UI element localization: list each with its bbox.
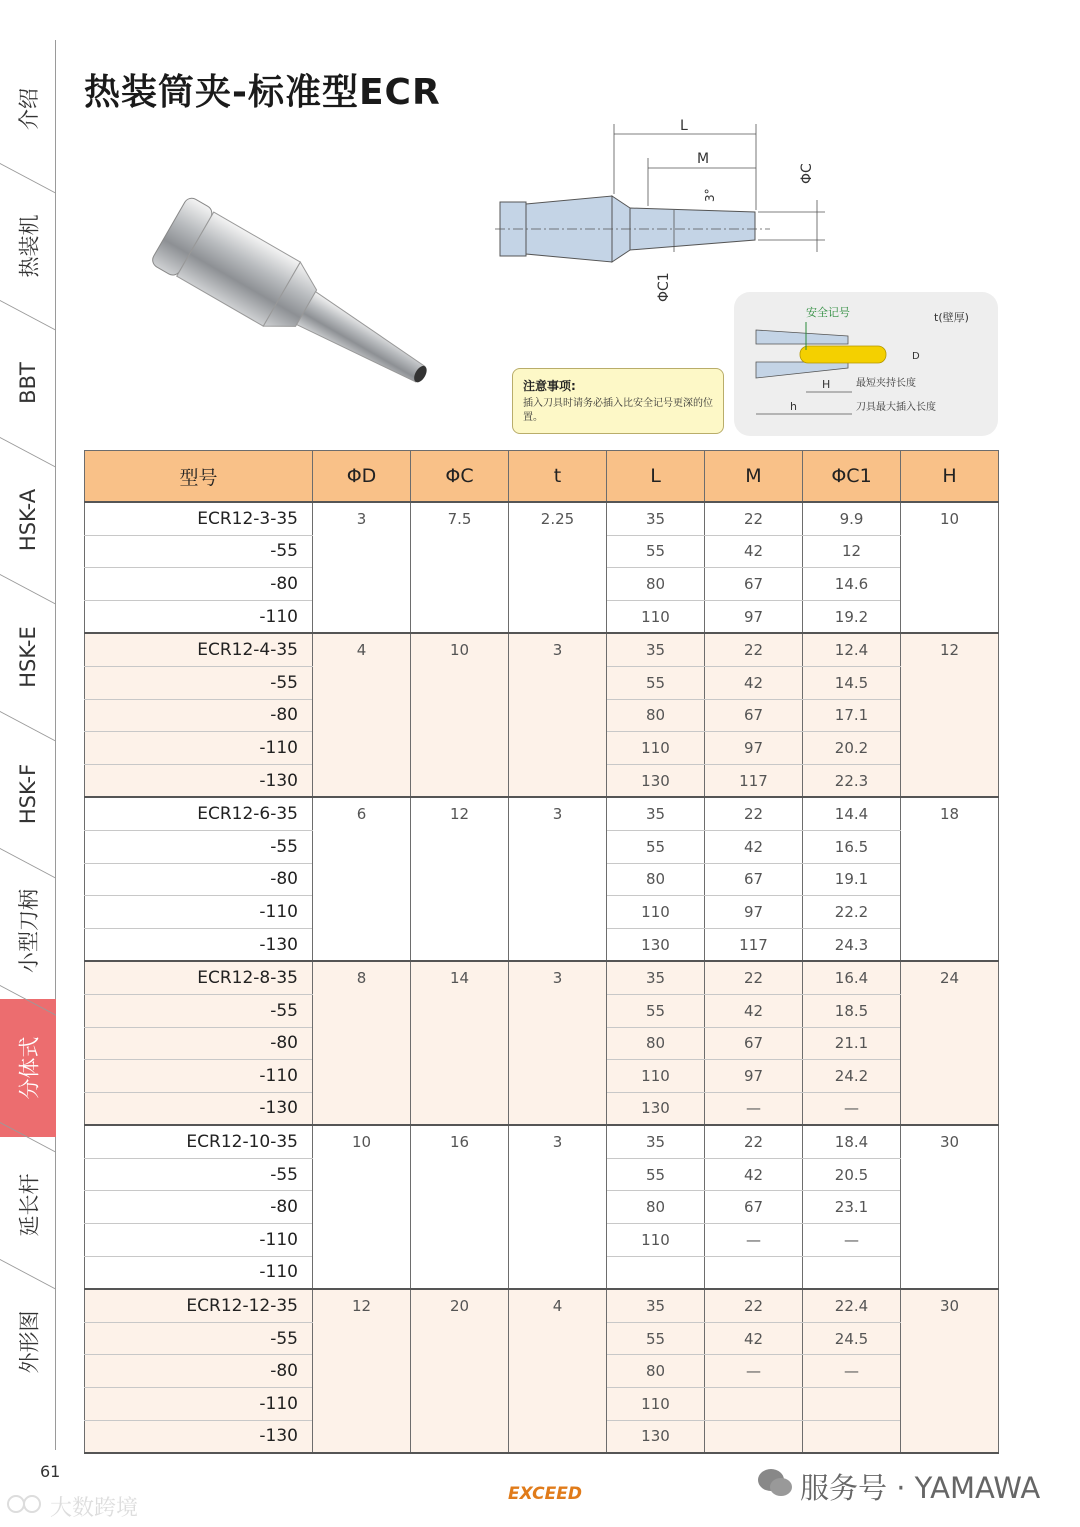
sidebar-tab-label: 小型刀柄: [17, 889, 41, 973]
col-header: ΦD: [313, 451, 411, 503]
sidebar-tab[interactable]: [0, 725, 56, 863]
cell-M: 67: [705, 568, 803, 601]
cell-C1: —: [803, 1092, 901, 1125]
cell-D: 8: [313, 961, 411, 1125]
cell-M: 67: [705, 1027, 803, 1060]
dim-angle: 3°: [703, 188, 717, 202]
watermark-logo-icon: [6, 1492, 46, 1516]
cell-t: 3: [509, 633, 607, 797]
col-header: H: [901, 451, 999, 503]
cell-M: 117: [705, 764, 803, 797]
cell-t: 3: [509, 797, 607, 961]
cell-M: —: [705, 1355, 803, 1388]
cell-C1: 9.9: [803, 502, 901, 535]
cell-model: ECR12-12-35: [85, 1289, 313, 1322]
col-header: M: [705, 451, 803, 503]
sidebar-tab-label: HSK-E: [16, 626, 41, 688]
cell-C1: 21.1: [803, 1027, 901, 1060]
cell-model: -55: [85, 1322, 313, 1355]
cell-C1: 16.5: [803, 830, 901, 863]
cell-L: 35: [607, 633, 705, 666]
cell-L: 80: [607, 1355, 705, 1388]
cell-model: -55: [85, 830, 313, 863]
cell-C: 16: [411, 1125, 509, 1289]
cell-H: 24: [901, 961, 999, 1125]
cell-model: ECR12-4-35: [85, 633, 313, 666]
cell-L: 110: [607, 1388, 705, 1421]
sidebar-tab-label: HSK-A: [16, 488, 41, 552]
cell-M: 117: [705, 928, 803, 961]
cell-model: -110: [85, 1388, 313, 1421]
cell-M: 42: [705, 1322, 803, 1355]
table-group: [85, 633, 999, 797]
table-row: [85, 797, 999, 830]
cell-M: 22: [705, 633, 803, 666]
cell-C1: [803, 1256, 901, 1289]
cell-L: 80: [607, 568, 705, 601]
col-header: ΦC1: [803, 451, 901, 503]
cell-M: 67: [705, 699, 803, 732]
cell-model: -55: [85, 994, 313, 1027]
col-header: 型号: [85, 451, 313, 503]
cell-M: 97: [705, 1060, 803, 1093]
cell-model: -55: [85, 1158, 313, 1191]
cell-C1: 20.5: [803, 1158, 901, 1191]
safety-mark-label: 安全记号: [806, 306, 850, 319]
cell-C1: 24.5: [803, 1322, 901, 1355]
sidebar-tab[interactable]: [0, 177, 56, 315]
col-header: ΦC: [411, 451, 509, 503]
cell-H: 30: [901, 1289, 999, 1453]
cell-M: 42: [705, 830, 803, 863]
cell-model: ECR12-6-35: [85, 797, 313, 830]
cell-model: -110: [85, 1060, 313, 1093]
cell-L: 110: [607, 600, 705, 633]
sidebar-tab-label: HSK-F: [16, 763, 41, 825]
sidebar-tab[interactable]: [0, 999, 56, 1137]
cell-model: -130: [85, 764, 313, 797]
cell-M: 22: [705, 502, 803, 535]
cell-model: -80: [85, 1027, 313, 1060]
cell-M: —: [705, 1092, 803, 1125]
cell-H: 30: [901, 1125, 999, 1289]
cell-C1: 12.4: [803, 633, 901, 666]
cell-L: 130: [607, 1092, 705, 1125]
cell-model: -130: [85, 1092, 313, 1125]
cell-L: 35: [607, 1125, 705, 1158]
sidebar-tab-label: 介绍: [17, 88, 41, 130]
cell-C1: 18.4: [803, 1125, 901, 1158]
cell-D: 3: [313, 502, 411, 633]
detail-h-label: h: [790, 400, 797, 413]
cell-M: [705, 1256, 803, 1289]
cell-model: -80: [85, 1355, 313, 1388]
col-header: t: [509, 451, 607, 503]
cell-t: 2.25: [509, 502, 607, 633]
cell-model: -130: [85, 928, 313, 961]
caution-note: [512, 368, 724, 434]
min-clamp-label: 最短夹持长度: [856, 378, 916, 389]
cell-M: 22: [705, 1289, 803, 1322]
col-header: L: [607, 451, 705, 503]
cell-D: 4: [313, 633, 411, 797]
cell-M: 67: [705, 1191, 803, 1224]
cell-L: 55: [607, 535, 705, 568]
cell-model: -110: [85, 1224, 313, 1257]
cell-M: 67: [705, 863, 803, 896]
cell-C1: 19.1: [803, 863, 901, 896]
cell-C1: 18.5: [803, 994, 901, 1027]
sidebar-tab[interactable]: [0, 451, 56, 589]
dimension-drawing: [490, 112, 850, 312]
detail-D-label: D: [912, 351, 920, 362]
sidebar-tab[interactable]: [0, 40, 56, 178]
cell-model: -55: [85, 666, 313, 699]
table-row: [85, 502, 999, 535]
cell-C: 20: [411, 1289, 509, 1453]
cell-M: 42: [705, 994, 803, 1027]
cell-C1: 23.1: [803, 1191, 901, 1224]
cell-L: 130: [607, 1420, 705, 1453]
cell-M: 42: [705, 535, 803, 568]
cell-M: 42: [705, 666, 803, 699]
sidebar-tab-label: 热装机: [17, 214, 41, 278]
cell-C1: 17.1: [803, 699, 901, 732]
dim-L: L: [680, 118, 688, 134]
sidebar-tab[interactable]: [0, 1136, 56, 1274]
spec-table: [84, 450, 999, 1454]
cell-M: 97: [705, 600, 803, 633]
cell-L: 110: [607, 1060, 705, 1093]
cell-M: —: [705, 1224, 803, 1257]
cell-model: -110: [85, 1256, 313, 1289]
cell-D: 12: [313, 1289, 411, 1453]
cell-C1: 22.2: [803, 896, 901, 929]
cell-C: 12: [411, 797, 509, 961]
cell-L: 35: [607, 1289, 705, 1322]
cell-C: 10: [411, 633, 509, 797]
cell-model: ECR12-8-35: [85, 961, 313, 994]
cell-C1: [803, 1388, 901, 1421]
cell-H: 18: [901, 797, 999, 961]
cell-M: 42: [705, 1158, 803, 1191]
cell-model: -110: [85, 732, 313, 765]
cell-C1: 14.6: [803, 568, 901, 601]
table-group: [85, 502, 999, 633]
cell-L: 35: [607, 961, 705, 994]
cell-C1: 22.4: [803, 1289, 901, 1322]
cell-L: 130: [607, 764, 705, 797]
table-row: [85, 1125, 999, 1158]
cell-L: [607, 1256, 705, 1289]
table-group: [85, 961, 999, 1125]
cell-t: 3: [509, 961, 607, 1125]
cell-model: ECR12-10-35: [85, 1125, 313, 1158]
cell-L: 55: [607, 1322, 705, 1355]
wechat-icon: [756, 1466, 794, 1500]
cell-H: 12: [901, 633, 999, 797]
table-group: [85, 1289, 999, 1453]
cell-D: 6: [313, 797, 411, 961]
cell-M: 97: [705, 896, 803, 929]
cell-H: 10: [901, 502, 999, 633]
table-group: [85, 1125, 999, 1289]
detail-panel: [734, 292, 998, 436]
sidebar-tab-label: BBT: [16, 362, 40, 404]
table-row: [85, 633, 999, 666]
cell-model: -110: [85, 896, 313, 929]
product-photo: [140, 190, 450, 410]
cell-L: 80: [607, 1027, 705, 1060]
cell-model: -110: [85, 600, 313, 633]
cell-L: 80: [607, 863, 705, 896]
sidebar-tab-label: 分体式: [17, 1036, 41, 1100]
table-row: [85, 1289, 999, 1322]
cell-C1: —: [803, 1224, 901, 1257]
sidebar-tab[interactable]: [0, 1273, 56, 1411]
cell-C1: 24.3: [803, 928, 901, 961]
table-row: [85, 961, 999, 994]
cell-t: 3: [509, 1125, 607, 1289]
cell-L: 80: [607, 699, 705, 732]
page-title: 热装筒夹-标准型ECR: [84, 72, 441, 113]
cell-C1: 22.3: [803, 764, 901, 797]
watermark-text: 服务号 · YAMAWA: [800, 1471, 1041, 1505]
cell-model: -80: [85, 863, 313, 896]
cell-M: 22: [705, 797, 803, 830]
cell-M: [705, 1388, 803, 1421]
table-header-row: [85, 451, 999, 503]
cell-L: 55: [607, 666, 705, 699]
sidebar-tab[interactable]: [0, 862, 56, 1000]
dim-phiC1: ΦC1: [656, 272, 672, 302]
brand-logo: EXCEED: [508, 1484, 582, 1504]
cell-model: -130: [85, 1420, 313, 1453]
cell-M: [705, 1420, 803, 1453]
cell-L: 55: [607, 830, 705, 863]
cell-t: 4: [509, 1289, 607, 1453]
cell-L: 80: [607, 1191, 705, 1224]
dim-M: M: [697, 151, 710, 167]
detail-H-label: H: [822, 378, 831, 391]
watermark-text-2: 大数跨境: [50, 1496, 139, 1521]
cell-model: -80: [85, 568, 313, 601]
cell-C1: —: [803, 1355, 901, 1388]
page-number: 61: [40, 1462, 61, 1481]
cell-model: -80: [85, 699, 313, 732]
cell-L: 110: [607, 1224, 705, 1257]
cell-M: 97: [705, 732, 803, 765]
dim-phiC: ΦC: [799, 163, 815, 184]
cell-L: 110: [607, 896, 705, 929]
cell-model: -80: [85, 1191, 313, 1224]
note-body: 插入刀具时请务必插入比安全记号更深的位置。: [523, 398, 713, 423]
sidebar-tab[interactable]: [0, 314, 56, 452]
cell-L: 35: [607, 797, 705, 830]
cell-L: 55: [607, 994, 705, 1027]
cell-C: 14: [411, 961, 509, 1125]
cell-M: 22: [705, 961, 803, 994]
cell-model: -55: [85, 535, 313, 568]
cell-C1: 14.4: [803, 797, 901, 830]
cell-C1: 20.2: [803, 732, 901, 765]
wall-thickness-label: t(壁厚): [934, 311, 969, 324]
cell-C1: 24.2: [803, 1060, 901, 1093]
cell-C1: 16.4: [803, 961, 901, 994]
sidebar-tab[interactable]: [0, 588, 56, 726]
cell-D: 10: [313, 1125, 411, 1289]
cell-model: ECR12-3-35: [85, 502, 313, 535]
cell-C1: 19.2: [803, 600, 901, 633]
cell-C1: 14.5: [803, 666, 901, 699]
cell-L: 55: [607, 1158, 705, 1191]
sidebar-nav: [0, 40, 56, 1450]
cell-C: 7.5: [411, 502, 509, 633]
cell-L: 35: [607, 502, 705, 535]
max-insert-label: 刀具最大插入长度: [856, 402, 936, 413]
sidebar-tab-label: 外形图: [17, 1310, 41, 1374]
table-group: [85, 797, 999, 961]
cell-L: 130: [607, 928, 705, 961]
cell-L: 110: [607, 732, 705, 765]
note-title: 注意事项:: [523, 379, 576, 393]
cell-C1: 12: [803, 535, 901, 568]
cell-M: 22: [705, 1125, 803, 1158]
cell-C1: [803, 1420, 901, 1453]
sidebar-tab-label: 延长杆: [17, 1173, 41, 1237]
